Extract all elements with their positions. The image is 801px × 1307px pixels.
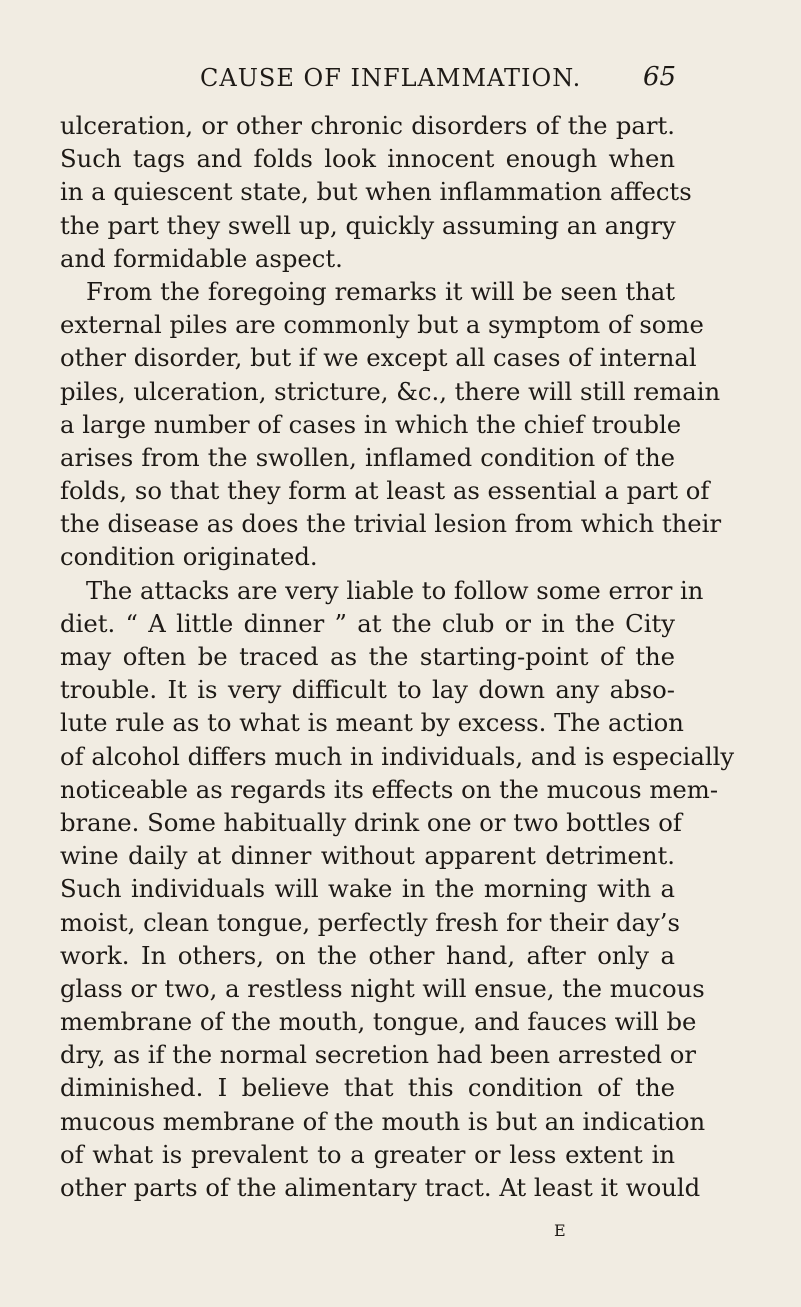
text-line: of what is prevalent to a greater or less extent in <box>60 1139 675 1169</box>
body-text <box>60 109 735 1204</box>
text-line: wine daily at dinner without apparent detriment. <box>60 841 675 871</box>
text-line: the disease as does the trivial lesion from which their <box>60 509 722 539</box>
text-line: diminished. I believe that this condition of the <box>60 1073 675 1103</box>
text-line: dry, as if the normal secretion had been arrested or <box>60 1040 697 1070</box>
text-line: membrane of the mouth, tongue, and fauces will be <box>60 1007 697 1037</box>
text-line: and formidable aspect. <box>60 243 343 273</box>
signature-mark: E <box>554 1221 567 1240</box>
text-line: external piles are commonly but a symptom of some <box>60 310 704 340</box>
text-line: arises from the swollen, inflamed condition of the <box>60 442 675 472</box>
text-line: mucous membrane of the mouth is but an indication <box>60 1106 706 1136</box>
text-line: glass or two, a restless night will ensue, the mucous <box>60 973 705 1003</box>
page-number: 65 <box>643 62 677 92</box>
paragraph-start-line: From the foregoing remarks it will be seen that <box>86 276 675 306</box>
text-line: Such individuals will wake in the morning with a <box>60 874 675 904</box>
text-line: condition originated. <box>60 542 318 572</box>
text-line: the part they swell up, quickly assuming an angry <box>60 210 676 240</box>
text-line: piles, ulceration, stricture, &c., there will still remain <box>60 376 721 406</box>
text-line: other parts of the alimentary tract. At least it would <box>60 1173 701 1202</box>
text-line: trouble. It is very difficult to lay down any abso- <box>60 675 675 705</box>
text-line: of alcohol differs much in individuals, and is especially <box>60 741 735 771</box>
text-line: brane. Some habitually drink one or two bottles of <box>60 807 682 837</box>
text-line: Such tags and folds look innocent enough when <box>60 144 675 174</box>
text-line: in a quiescent state, but when inflammation affects <box>60 177 692 207</box>
text-line: work. In others, on the other hand, after only a <box>60 940 675 970</box>
text-line: moist, clean tongue, perfectly fresh for their day’s <box>60 907 680 937</box>
text-line: a large number of cases in which the chief trouble <box>60 409 682 439</box>
text-line: folds, so that they form at least as essential a part of <box>60 476 710 506</box>
text-line: diet. “ A little dinner ” at the club or in the City <box>60 608 675 638</box>
text-line: other disorder, but if we except all cases of internal <box>60 343 697 373</box>
text-line: lute rule as to what is meant by excess. The action <box>60 708 684 738</box>
paragraph-start-line: The attacks are very liable to follow some error in <box>86 575 704 605</box>
text-line: ulceration, or other chronic disorders of the part. <box>60 111 675 140</box>
text-line: noticeable as regards its effects on the mucous mem- <box>60 774 719 804</box>
text-line: may often be traced as the starting-point of the <box>60 642 675 671</box>
running-title: CAUSE OF INFLAMMATION. <box>200 64 582 92</box>
